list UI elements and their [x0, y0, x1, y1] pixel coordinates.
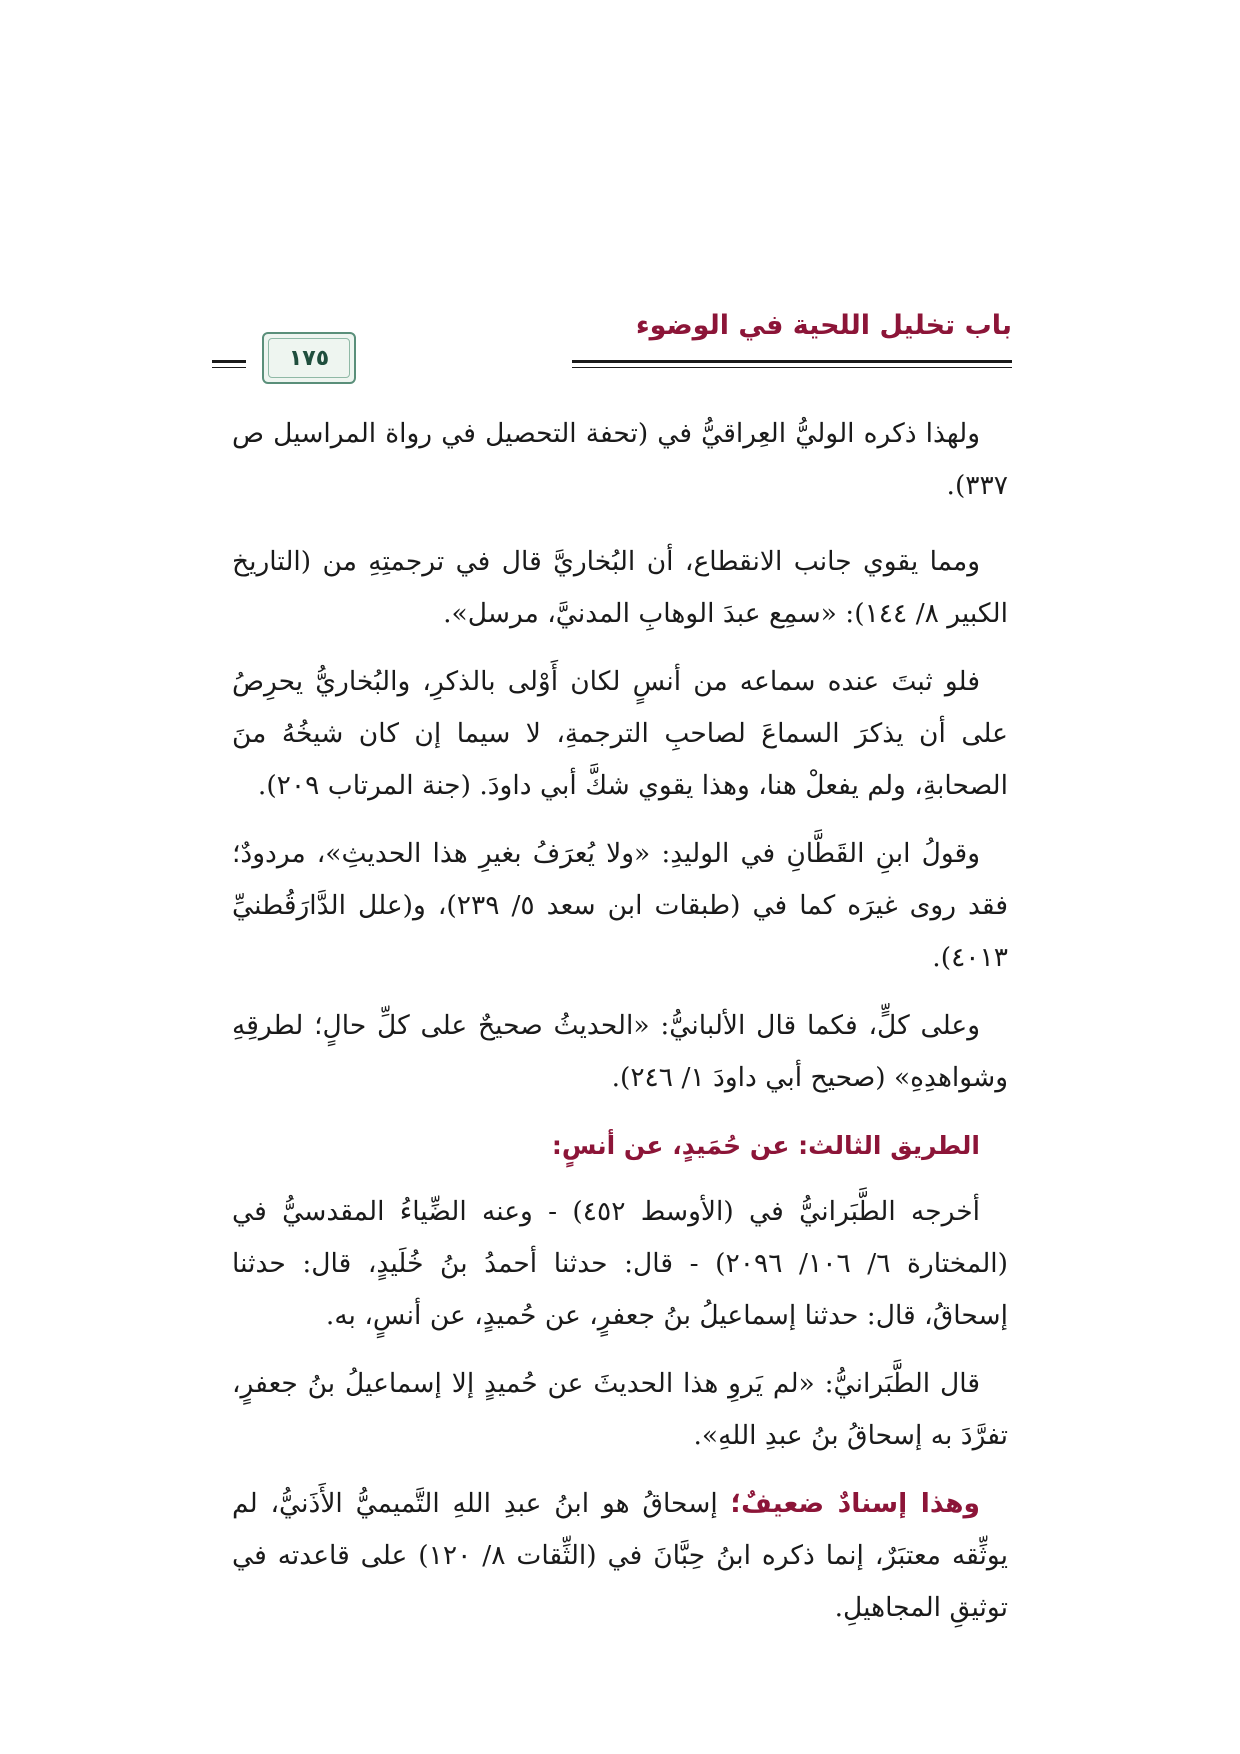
chapter-title: باب تخليل اللحية في الوضوء [635, 310, 1012, 341]
paragraph-8 [232, 1478, 1008, 1634]
paragraph-5: وعلى كلٍّ، فكما قال الألبانيُّ: «الحديثُ صحيحٌ على كلِّ حالٍ؛ لطرقِهِ وشواهدِهِ» (صحيح أبي داودَ ١/ ٢٤٦). [232, 1010, 1008, 1093]
paragraph-1: ولهذا ذكره الوليُّ العِراقيُّ في (تحفة التحصيل في رواة المراسيل ص ٣٣٧). [232, 418, 1008, 501]
paragraph-2: ومما يقوي جانب الانقطاع، أن البُخاريَّ قال في ترجمتِهِ من (التاريخ الكبير ٨/ ١٤٤): «سمِع عبدَ الوهابِ المدنيَّ، مرسل». [232, 546, 1008, 629]
page-number-badge [262, 332, 356, 384]
paragraph-8-rest: إسحاقُ هو ابنُ عبدِ اللهِ التَّميميُّ الأَذَنيُّ، لم يوثِّقه معتبَرٌ، إنما ذكره ابنُ حِبَّانَ في (الثِّقات ٨/ ١٢٠) على قاعدته في توثيقِ المجاهيلِ. [232, 1488, 1008, 1623]
header-rule-thick-right [572, 360, 1012, 363]
section-heading: الطريق الثالث: عن حُمَيدٍ، عن أنسٍ: [551, 1131, 980, 1160]
body-text [232, 408, 1008, 1650]
paragraph-7: قال الطَّبَرانيُّ: «لم يَروِ هذا الحديثَ عن حُميدٍ إلا إسماعيلُ بنُ جعفرٍ، تفرَّدَ به إسحاقُ بنُ عبدِ اللهِ». [232, 1368, 1008, 1451]
paragraph-6: أخرجه الطَّبَرانيُّ في (الأوسط ٤٥٢) - وعنه الضِّياءُ المقدسيُّ في (المختارة ٦/ ١٠٦/ ٢٠٩٦) - قال: حدثنا أحمدُ بنُ خُلَيدٍ، قال: حدثنا إسحاقُ، قال: حدثنا إسماعيلُ بنُ جعفرٍ، عن حُميدٍ، عن أنسٍ، به. [232, 1196, 1009, 1331]
paragraph-3: فلو ثبتَ عنده سماعه من أنسٍ لكان أَوْلى بالذكرِ، والبُخاريُّ يحرِصُ على أن يذكرَ السماعَ لصاحبِ الترجمةِ، لا سيما إن كان شيخُهُ منَ الصحابةِ، ولم يفعلْ هنا، وهذا يقوي شكَّ أبي داودَ. (جنة المرتاب ٢٠٩). [232, 666, 1008, 801]
header-rule-thick-left [212, 360, 246, 363]
page-number: ١٧٥ [288, 345, 330, 371]
running-header [212, 310, 1012, 390]
paragraph-4: وقولُ ابنِ القَطَّانِ في الوليدِ: «ولا يُعرَفُ بغيرِ هذا الحديثِ»، مردودٌ؛ فقد روى غيرَه كما في (طبقات ابن سعد ٥/ ٢٣٩)، و(علل الدَّارَقُطنيِّ ٤٠١٣). [232, 838, 1009, 973]
header-rule-thin-right [572, 367, 1012, 368]
weak-chain-verdict: وهذا إسنادٌ ضعيفٌ؛ [730, 1488, 980, 1519]
header-rule-thin-left [212, 367, 246, 368]
